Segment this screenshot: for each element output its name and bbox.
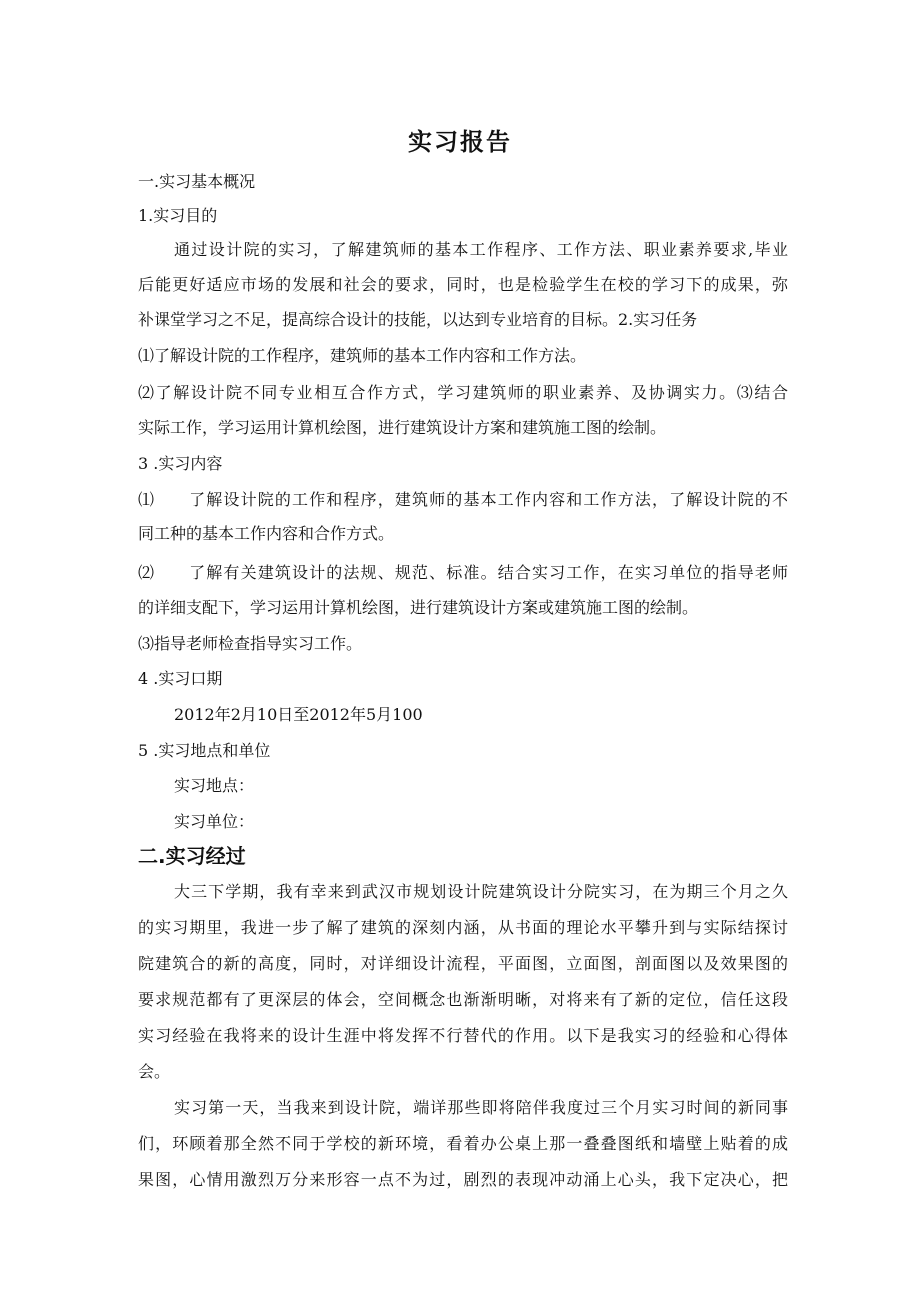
list-item: ⑵了解设计院不同专业相互合作方式，学习建筑师的职业素养、及协调实力。⑶结合 — [138, 383, 788, 402]
paragraph-line: 会。 — [138, 1062, 171, 1081]
list-item — [138, 561, 788, 585]
list-item: ⑶指导老师检查指导实习工作。 — [138, 634, 363, 653]
paragraph-line: 补课堂学习之不足，提高综合设计的技能，以达到专业培育的目标。2.实习任务 — [138, 310, 698, 329]
subsection-1-heading: 1.实习目的 — [138, 206, 218, 225]
list-item: 实际工作，学习运用计算机绘图，进行建筑设计方案和建筑施工图的绘制。 — [138, 418, 667, 437]
paragraph-line: 实习第一天，当我来到设计院，端详那些即将陪伴我度过三个月实习时间的新同事 — [174, 1098, 788, 1117]
section-1-heading: 一.实习基本概况 — [138, 172, 256, 191]
paragraph-line: 们，环顾着那全然不同于学校的新环境，看着办公桌上那一叠叠图纸和墙壁上贴着的成 — [138, 1134, 788, 1153]
paragraph-line: 要求规范都有了更深层的体会，空间概念也渐渐明晰，对将来有了新的定位，信任这段 — [138, 990, 788, 1009]
paragraph-line: 的实习期里，我进一步了解了建筑的深刻内涵，从书面的理论水平攀升到与实际结探讨 — [138, 918, 788, 937]
internship-place: 实习地点： — [174, 776, 255, 795]
list-number: ⑵ — [138, 563, 155, 582]
subsection-3-heading: 3 .实习内容 — [138, 454, 223, 473]
internship-unit: 实习单位： — [174, 812, 255, 831]
subsection-4-heading: 4 .实习口期 — [138, 669, 223, 688]
list-item: ⑴了解设计院的工作程序，建筑师的基本工作内容和工作方法。 — [138, 346, 587, 365]
paragraph-line: 通过设计院的实习，了解建筑师的基本工作程序、工作方法、职业素养要求,毕业 — [174, 240, 788, 259]
list-text: 了解设计院的工作和程序，建筑师的基本工作内容和工作方法，了解设计院的不 — [188, 490, 788, 509]
list-item-continuation: 同工种的基本工作内容和合作方式。 — [138, 524, 395, 543]
section-2-heading: 二.实习经过 — [138, 844, 246, 868]
internship-dates: 2012年2月10日至2012年5月100 — [174, 705, 423, 724]
paragraph-line: 果图，心情用激烈万分来形容一点不为过，剧烈的表现冲动涌上心头，我下定决心，把 — [138, 1170, 788, 1189]
list-item — [138, 488, 788, 512]
paragraph-line: 大三下学期，我有幸来到武汉市规划设计院建筑设计分院实习，在为期三个月之久 — [174, 882, 788, 901]
paragraph-line: 实习经验在我将来的设计生涯中将发挥不行替代的作用。以下是我实习的经验和心得体 — [138, 1026, 788, 1045]
paragraph-line: 院建筑合的新的高度，同时，对详细设计流程，平面图，立面图，剖面图以及效果图的 — [138, 954, 788, 973]
list-number: ⑴ — [138, 490, 155, 509]
subsection-5-heading: 5 .实习地点和单位 — [138, 741, 271, 760]
list-item-continuation: 的详细支配下，学习运用计算机绘图，进行建筑设计方案或建筑施工图的绘制。 — [138, 598, 699, 617]
list-text: 了解有关建筑设计的法规、规范、标准。结合实习工作，在实习单位的指导老师 — [188, 563, 788, 582]
page-title: 实习报告 — [408, 128, 512, 156]
paragraph-line: 后能更好适应市场的发展和社会的要求，同时，也是检验学生在校的学习下的成果，弥 — [138, 275, 788, 294]
